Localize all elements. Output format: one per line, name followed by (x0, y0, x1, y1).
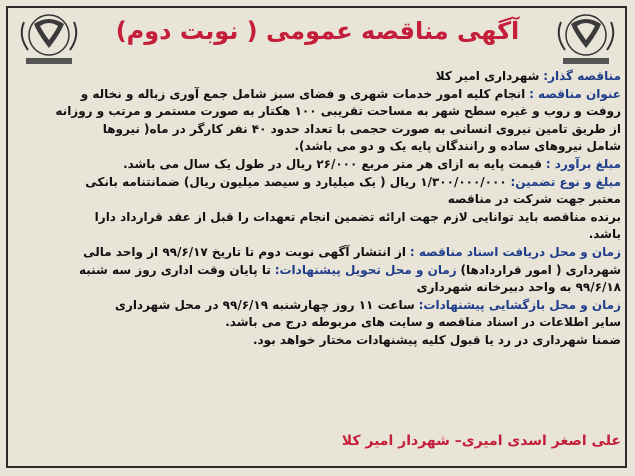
other-info-text: سایر اطلاعات در اسناد مناقصه و سایت های مربوطه درج می باشد. (225, 315, 621, 330)
winner-text: برنده مناقصه باید توانایی لازم جهت ارائه تضمین انجام تعهدات را قبل از عقد قرارداد دارا (94, 209, 621, 224)
other-info-text: ضمنا شهرداری در رد یا قبول کلیه پیشنهادات مختار خواهد بود. (252, 332, 621, 347)
winner-text: باشد. (588, 227, 621, 242)
opening-value: ساعت ۱۱ روز چهارشنبه ۹۹/۶/۱۹ در محل شهرداری (114, 297, 415, 312)
subject-text: روفت و روب و غیره سطح شهر به مساحت تقریبی ۱۰۰ هکتار به صورت مستمر و مرتب و روزانه (55, 104, 621, 119)
delivery-text: ۹۹/۶/۱۸ به واحد دبیرخانه شهرداری (416, 280, 621, 295)
guarantee-value: ۱/۳۰۰/۰۰۰/۰۰۰ ریال ( یک میلیارد و سیصد میلیون ریال) ضمانتنامه بانکی (85, 174, 507, 189)
opening-line (14, 297, 621, 315)
guarantee-label: مبلغ و نوع تضمین: (510, 174, 621, 189)
subject-text: انجام کلیه امور خدمات شهری و فضای سبز شامل جمع آوری زباله و نخاله و (80, 86, 526, 101)
delivery-value: تا پایان وقت اداری روز سه شنبه (78, 262, 271, 277)
subject-text: شامل نیروهای ساده و رانندگان پایه یک و دو می باشد). (294, 139, 621, 154)
organizer-label: مناقصه گذار: (543, 69, 621, 83)
seal-icon (547, 10, 625, 68)
seal-icon (10, 10, 88, 68)
opening-label: زمان و محل بازگشایی پیشنهادات: (418, 297, 621, 312)
organizer-line (14, 68, 621, 86)
signature-block (14, 430, 621, 452)
documents-value: از انتشار آگهی نوبت دوم تا تاریخ ۹۹/۶/۱۷ از واحد مالی (83, 244, 407, 259)
subject-label: عنوان مناقصه : (529, 86, 621, 101)
estimate-line (14, 156, 621, 174)
signature-text: علی اصغر اسدی امیری– شهردار امیر کلا (341, 433, 621, 449)
delivery-label: زمان و محل تحویل پیشنهادات: (274, 262, 457, 277)
subject-text: از طریق تامین نیروی انسانی به صورت حجمی با تعداد حدود ۴۰ نفر کارگر در ماه( نیروها (102, 121, 621, 136)
subject-line (14, 86, 621, 104)
guarantee-line (14, 174, 621, 192)
notice-title: آگهی مناقصه عمومی ( نوبت دوم) (115, 17, 520, 45)
estimate-value: قیمت پایه به ازای هر متر مربع ۲۶/۰۰۰ ریال در طول یک سال می باشد. (123, 156, 542, 171)
guarantee-text: معتبر جهت شرکت در مناقصه (447, 192, 621, 207)
organizer-value: شهرداری امیر کلا (435, 69, 540, 83)
documents-value: شهرداری ( امور قراردادها) (460, 262, 621, 277)
delivery-line (14, 262, 621, 280)
documents-label: زمان و محل دریافت اسناد مناقصه : (409, 244, 621, 259)
documents-line (14, 244, 621, 262)
notice-body (14, 68, 621, 350)
estimate-label: مبلغ برآورد : (545, 156, 621, 171)
